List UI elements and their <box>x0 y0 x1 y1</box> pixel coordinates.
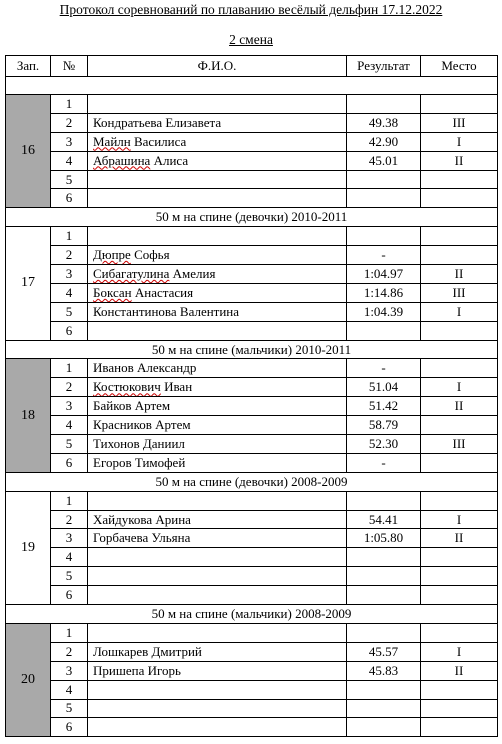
event-title: 50 м на спине (мальчики) 2010-2011 <box>6 340 498 359</box>
event-title: 50 м на спине (мальчики) 2008-2009 <box>6 605 498 624</box>
header-fio: Ф.И.О. <box>88 56 347 77</box>
lane-number: 6 <box>51 453 88 472</box>
place <box>421 321 498 340</box>
table-row <box>6 416 498 435</box>
swimmer-name <box>88 283 347 302</box>
place: I <box>421 132 498 151</box>
lane-number: 6 <box>51 321 88 340</box>
place: III <box>421 435 498 454</box>
place: I <box>421 642 498 661</box>
table-row <box>6 435 498 454</box>
table-row <box>6 321 498 340</box>
header-num: № <box>51 56 88 77</box>
place <box>421 567 498 586</box>
lane-number: 4 <box>51 416 88 435</box>
table-row <box>6 283 498 302</box>
swimmer-name-text: Пришепа Игорь <box>93 662 181 678</box>
result-time: 1:04.39 <box>347 302 421 321</box>
table-row <box>6 113 498 132</box>
table-row <box>6 491 498 510</box>
swimmer-name-text: Горбачева Ульяна <box>93 530 191 546</box>
heat-number: 18 <box>6 359 51 472</box>
swimmer-name-text: Абрашина Алиса <box>93 152 189 168</box>
place: II <box>421 265 498 284</box>
event-row <box>6 340 498 359</box>
table-row <box>6 510 498 529</box>
swimmer-name-text: Иванов Александр <box>93 360 197 376</box>
result-time: 58.79 <box>347 416 421 435</box>
place <box>421 189 498 208</box>
swimmer-name-text: Дюпре Софья <box>93 247 170 263</box>
table-row <box>6 642 498 661</box>
place: II <box>421 397 498 416</box>
swimmer-name-text: Майлн Василиса <box>93 133 187 149</box>
lane-number: 1 <box>51 359 88 378</box>
header-zap: Зап. <box>6 56 51 77</box>
result-time <box>347 95 421 114</box>
table-row <box>6 302 498 321</box>
table-row <box>6 699 498 718</box>
header-place: Место <box>421 56 498 77</box>
result-time: 1:05.80 <box>347 529 421 548</box>
table-row <box>6 227 498 246</box>
table-row <box>6 170 498 189</box>
result-time <box>347 491 421 510</box>
swimmer-name-text: Кондратьева Елизавета <box>93 114 222 130</box>
swimmer-name-text: Лошкарев Дмитрий <box>93 643 202 659</box>
lane-number: 3 <box>51 529 88 548</box>
place: III <box>421 283 498 302</box>
result-time: 45.57 <box>347 642 421 661</box>
result-time: 51.04 <box>347 378 421 397</box>
swimmer-name <box>88 718 347 737</box>
swimmer-name <box>88 189 347 208</box>
result-time <box>347 680 421 699</box>
spacer-row <box>6 77 498 95</box>
place <box>421 453 498 472</box>
spellcheck-underline: Боксан <box>93 284 132 300</box>
swimmer-name-text: Боксан Анастасия <box>93 284 194 300</box>
lane-number: 3 <box>51 661 88 680</box>
place <box>421 227 498 246</box>
table-row <box>6 718 498 737</box>
place: II <box>421 661 498 680</box>
table-row <box>6 529 498 548</box>
result-time <box>347 567 421 586</box>
lane-number: 5 <box>51 699 88 718</box>
result-time <box>347 623 421 642</box>
swimmer-name-text: Костюкович Иван <box>93 379 193 395</box>
swimmer-name <box>88 586 347 605</box>
lane-number: 3 <box>51 132 88 151</box>
result-time <box>347 321 421 340</box>
place <box>421 718 498 737</box>
result-time <box>347 548 421 567</box>
swimmer-name <box>88 623 347 642</box>
swimmer-name <box>88 265 347 284</box>
swimmer-name <box>88 416 347 435</box>
swimmer-name <box>88 642 347 661</box>
lane-number: 4 <box>51 680 88 699</box>
lane-number: 2 <box>51 642 88 661</box>
lane-number: 5 <box>51 567 88 586</box>
lane-number: 4 <box>51 283 88 302</box>
swimmer-name <box>88 491 347 510</box>
swimmer-name-text: Сибагатулина Амелия <box>93 265 216 281</box>
results-body <box>6 77 498 737</box>
spellcheck-underline: Сибагатулина <box>93 265 170 281</box>
swimmer-name <box>88 170 347 189</box>
lane-number: 3 <box>51 397 88 416</box>
place <box>421 491 498 510</box>
place <box>421 680 498 699</box>
swimmer-name <box>88 359 347 378</box>
table-row <box>6 265 498 284</box>
place: II <box>421 529 498 548</box>
result-time <box>347 170 421 189</box>
place <box>421 416 498 435</box>
swimmer-name <box>88 510 347 529</box>
result-time: 1:04.97 <box>347 265 421 284</box>
place <box>421 548 498 567</box>
swimmer-name-text: Тихонов Даниил <box>93 435 185 451</box>
table-row <box>6 378 498 397</box>
swimmer-name <box>88 661 347 680</box>
table-row <box>6 548 498 567</box>
heat-number: 19 <box>6 491 51 604</box>
place <box>421 170 498 189</box>
lane-number: 4 <box>51 548 88 567</box>
event-title: 50 м на спине (девочки) 2008-2009 <box>6 472 498 491</box>
lane-number: 6 <box>51 586 88 605</box>
lane-number: 4 <box>51 151 88 170</box>
result-time: 51.42 <box>347 397 421 416</box>
result-time: - <box>347 246 421 265</box>
swimmer-name <box>88 680 347 699</box>
event-row <box>6 472 498 491</box>
swimmer-name <box>88 453 347 472</box>
spellcheck-underline: Дюпре <box>93 247 131 263</box>
swimmer-name <box>88 246 347 265</box>
heat-number: 16 <box>6 95 51 208</box>
swimmer-name <box>88 132 347 151</box>
lane-number: 2 <box>51 113 88 132</box>
result-time <box>347 718 421 737</box>
result-time <box>347 699 421 718</box>
result-time: 52.30 <box>347 435 421 454</box>
result-time: 45.83 <box>347 661 421 680</box>
spellcheck-underline: Абрашина <box>93 152 151 168</box>
swimmer-name-text: Константинова Валентина <box>93 303 240 319</box>
heat-number: 20 <box>6 623 51 736</box>
lane-number: 1 <box>51 491 88 510</box>
spacer-cell <box>6 77 498 95</box>
table-row <box>6 586 498 605</box>
results-table <box>5 55 498 737</box>
table-row <box>6 397 498 416</box>
lane-number: 1 <box>51 227 88 246</box>
lane-number: 6 <box>51 718 88 737</box>
table-row <box>6 661 498 680</box>
place: II <box>421 151 498 170</box>
result-time: 45.01 <box>347 151 421 170</box>
swimmer-name-text: Егоров Тимофей <box>93 454 186 470</box>
result-time <box>347 586 421 605</box>
result-time <box>347 227 421 246</box>
place <box>421 699 498 718</box>
lane-number: 3 <box>51 265 88 284</box>
swimmer-name <box>88 321 347 340</box>
result-time <box>347 189 421 208</box>
result-time: 49.38 <box>347 113 421 132</box>
result-time: - <box>347 359 421 378</box>
swimmer-name <box>88 567 347 586</box>
spellcheck-underline: Майлн <box>93 133 131 149</box>
event-title: 50 м на спине (девочки) 2010-2011 <box>6 208 498 227</box>
swimmer-name <box>88 151 347 170</box>
lane-number: 2 <box>51 246 88 265</box>
document-title: Протокол соревнований по плаванию весёлый дельфин 17.12.2022 <box>59 2 443 17</box>
swimmer-name <box>88 529 347 548</box>
swimmer-name <box>88 435 347 454</box>
lane-number: 5 <box>51 170 88 189</box>
place: I <box>421 378 498 397</box>
table-header-row <box>6 56 498 77</box>
place <box>421 586 498 605</box>
header-result: Результат <box>347 56 421 77</box>
swimmer-name <box>88 95 347 114</box>
place: I <box>421 302 498 321</box>
swimmer-name <box>88 302 347 321</box>
swimmer-name <box>88 378 347 397</box>
table-row <box>6 95 498 114</box>
table-row <box>6 359 498 378</box>
table-row <box>6 151 498 170</box>
place <box>421 246 498 265</box>
place: III <box>421 113 498 132</box>
event-row <box>6 605 498 624</box>
place <box>421 95 498 114</box>
result-time: 54.41 <box>347 510 421 529</box>
place <box>421 359 498 378</box>
lane-number: 5 <box>51 435 88 454</box>
spellcheck-underline: Костюкович <box>93 379 161 395</box>
place <box>421 623 498 642</box>
heat-number: 17 <box>6 227 51 340</box>
swimmer-name-text: Байков Артем <box>93 398 171 414</box>
swimmer-name <box>88 699 347 718</box>
table-row <box>6 189 498 208</box>
table-row <box>6 453 498 472</box>
lane-number: 6 <box>51 189 88 208</box>
lane-number: 5 <box>51 302 88 321</box>
result-time: 1:14.86 <box>347 283 421 302</box>
lane-number: 1 <box>51 95 88 114</box>
lane-number: 1 <box>51 623 88 642</box>
swimmer-name <box>88 548 347 567</box>
shift-subtitle: 2 смена <box>229 32 273 47</box>
swimmer-name <box>88 397 347 416</box>
lane-number: 2 <box>51 378 88 397</box>
place: I <box>421 510 498 529</box>
swimmer-name-text: Красников Артем <box>93 417 191 433</box>
event-row <box>6 208 498 227</box>
result-time: - <box>347 453 421 472</box>
table-row <box>6 680 498 699</box>
table-row <box>6 623 498 642</box>
swimmer-name <box>88 227 347 246</box>
swimmer-name-text: Хайдукова Арина <box>93 511 191 527</box>
result-time: 42.90 <box>347 132 421 151</box>
table-row <box>6 132 498 151</box>
swimmer-name <box>88 113 347 132</box>
lane-number: 2 <box>51 510 88 529</box>
table-row <box>6 246 498 265</box>
table-row <box>6 567 498 586</box>
